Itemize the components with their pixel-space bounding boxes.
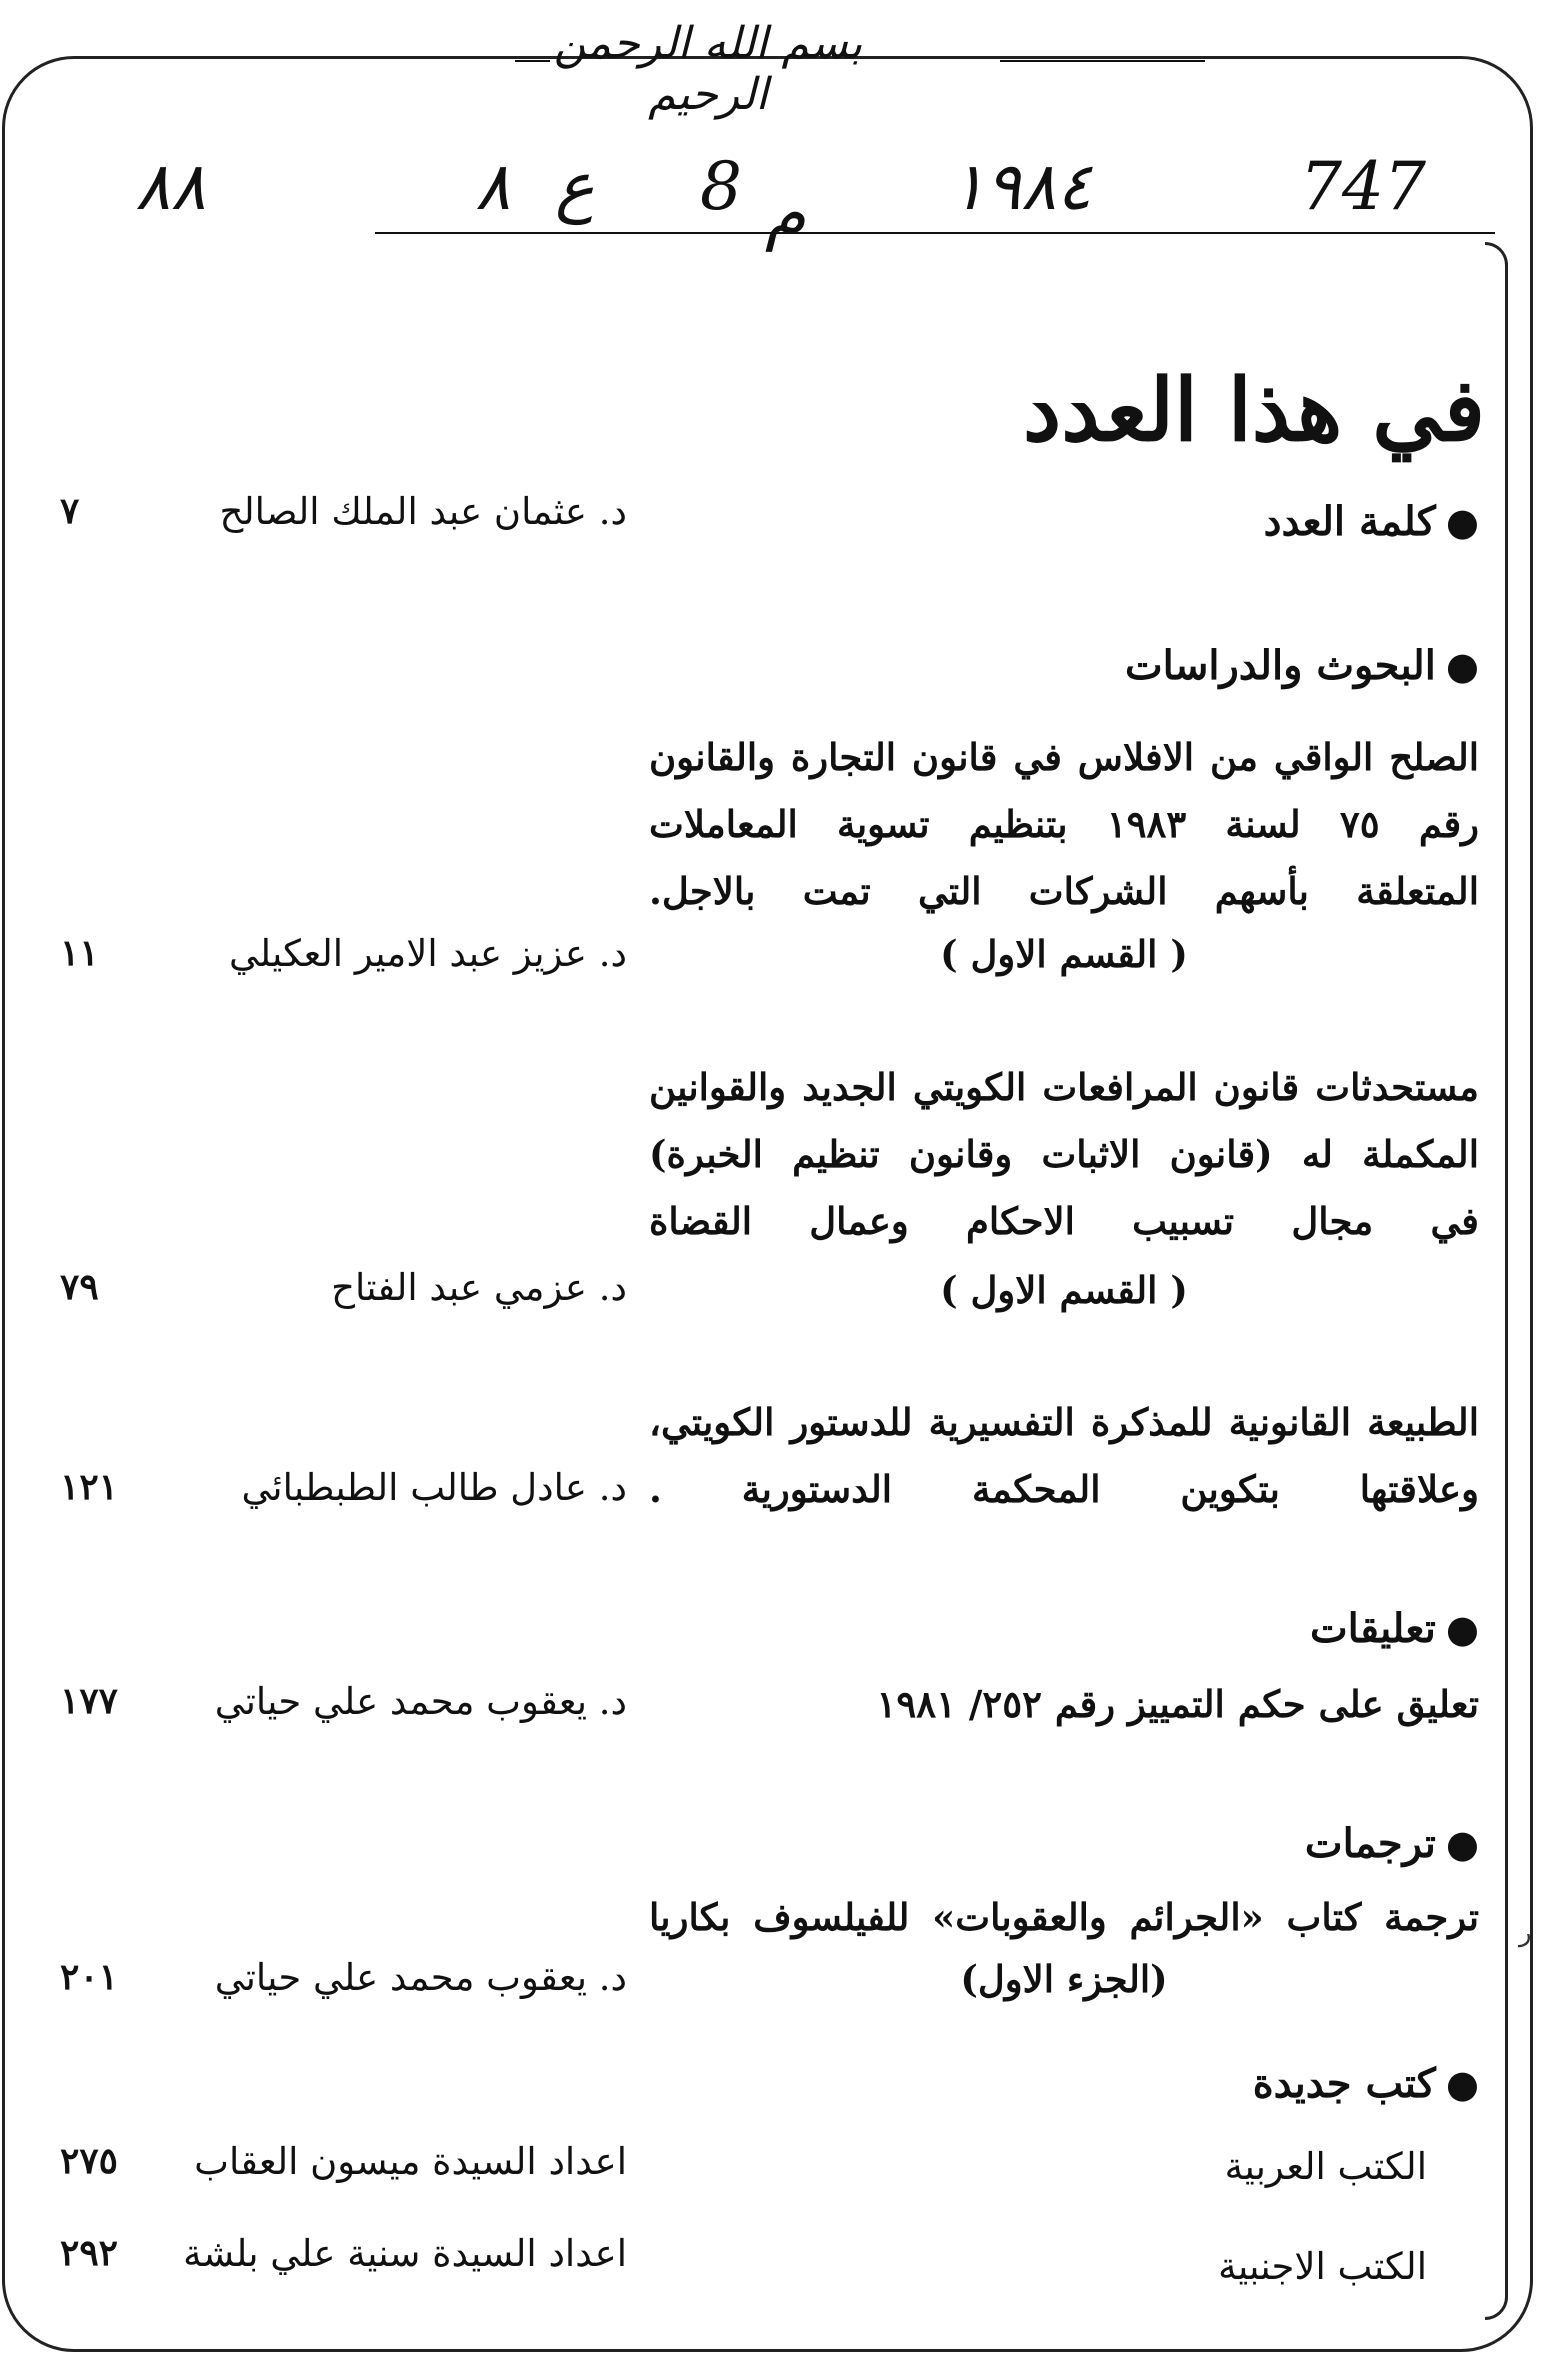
article-part: ( القسم الاول ) [940, 1268, 1188, 1312]
handwritten-mark: م [765, 175, 806, 252]
handwritten-mark: ٨ [475, 148, 511, 225]
author: د. عزيز عبد الامير العكيلي [228, 932, 627, 975]
article-title-line: المكملة له (قانون الاثبات وقانون تنظيم الخبرة) [649, 1132, 1479, 1176]
page-number: ١٢١ [60, 1466, 119, 1508]
inner-border [1485, 242, 1508, 2320]
article-title-line: رقم ٧٥ لسنة ١٩٨٣ بتنظيم تسوية المعاملات [649, 802, 1479, 846]
author: اعداد السيدة سنية علي بلشة [183, 2232, 627, 2275]
article-part: ( القسم الاول ) [940, 932, 1188, 976]
section-heading: ●كلمة العدد [1263, 498, 1479, 545]
section-heading: ●كتب جديدة [1252, 2060, 1479, 2107]
basmala: بسم الله الرحمن الرحيم [553, 18, 863, 120]
article-title-line: الصلح الواقي من الافلاس في قانون التجارة والقانون [649, 735, 1479, 779]
handwritten-mark: ع [555, 148, 595, 225]
page-number: ١٧٧ [60, 1680, 119, 1722]
page-title: في هذا العدد [1022, 360, 1485, 461]
books-subheading: الكتب العربية [1224, 2145, 1427, 2188]
page-number: ٢٧٥ [60, 2140, 119, 2182]
author: د. يعقوب محمد علي حياتي [214, 1956, 627, 1999]
handwritten-mark: ٨٨ [135, 148, 206, 225]
article-title-line: مستحدثات قانون المرافعات الكويتي الجديد والقوانين [649, 1065, 1479, 1109]
page-number: ٢٠١ [60, 1956, 119, 1998]
section-heading: ●البحوث والدراسات [1124, 642, 1479, 689]
translation-part: (الجزء الاول) [960, 1957, 1168, 2001]
article-title-line: المتعلقة بأسهم الشركات التي تمت بالاجل. [649, 869, 1479, 913]
page-number: ١١ [60, 932, 99, 974]
margin-mark: ر [1519, 1918, 1532, 1948]
page-number: ٧ [60, 490, 80, 532]
author: د. عادل طالب الطبطبائي [241, 1466, 627, 1509]
author: اعداد السيدة ميسون العقاب [194, 2140, 627, 2183]
author: د. يعقوب محمد علي حياتي [214, 1680, 627, 1723]
handwritten-mark: 8 [700, 148, 742, 225]
handwritten-mark: ١٩٨٤ [950, 148, 1092, 225]
books-subheading: الكتب الاجنبية [1218, 2245, 1427, 2288]
article-title-line: وعلاقتها بتكوين المحكمة الدستورية . [649, 1467, 1479, 1511]
comment-title: تعليق على حكم التمييز رقم ٢٥٢/ ١٩٨١ [876, 1682, 1479, 1726]
page-number: ٧٩ [60, 1266, 99, 1308]
header-rule-right [1000, 60, 1205, 62]
handwritten-mark: 747 [1300, 148, 1426, 225]
page-number: ٢٩٢ [60, 2232, 119, 2274]
date-underline [375, 232, 1495, 234]
author: د. عزمي عبد الفتاح [331, 1266, 627, 1309]
translation-title: ترجمة كتاب «الجرائم والعقوبات» للفيلسوف بكاريا [649, 1895, 1479, 1939]
section-heading: ●ترجمات [1304, 1820, 1479, 1867]
article-title-line: في مجال تسبيب الاحكام وعمال القضاة [649, 1199, 1479, 1243]
section-heading: ●تعليقات [1310, 1605, 1479, 1652]
article-title-line: الطبيعة القانونية للمذكرة التفسيرية للدستور الكويتي، [649, 1400, 1479, 1444]
author: د. عثمان عبد الملك الصالح [219, 490, 627, 533]
